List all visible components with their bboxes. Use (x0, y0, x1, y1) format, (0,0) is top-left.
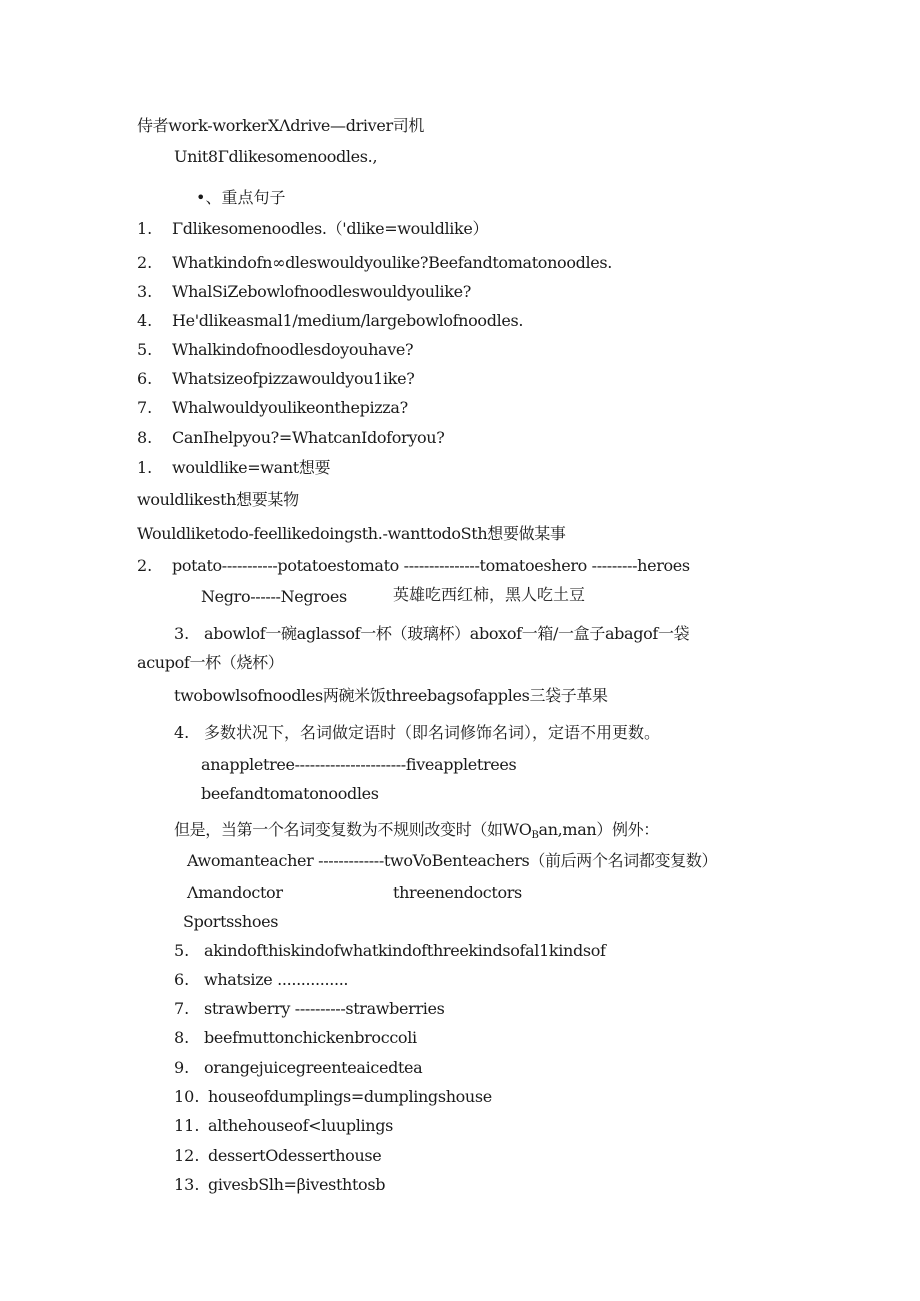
note-line: threenendoctors (393, 883, 522, 902)
note-line: Sportsshoes (183, 912, 279, 931)
note-item: strawberry ----------strawberries (204, 999, 445, 1018)
note-line: beefandtomatonoodles (201, 784, 379, 803)
item-number: 4. (174, 723, 190, 742)
item-number: 2. (137, 253, 153, 272)
note-item: houseofdumplings=dumplingshouse (208, 1087, 492, 1106)
note-line: Λmandoctor (187, 883, 283, 902)
item-number: 1. (137, 219, 153, 238)
note-line: acupof一杯（烧杯） (137, 653, 284, 672)
note-item: givesbSlh=βivesthtosb (208, 1175, 386, 1194)
item-number: 11. (174, 1116, 200, 1135)
item-number: 3. (137, 282, 153, 301)
note-line: Wouldliketodo-feellikedoingsth.-wanttodoSth想要做某事 (137, 524, 566, 543)
note-line: anappletree----------------------fiveappletrees (201, 755, 517, 774)
item-number: 6. (174, 970, 190, 989)
item-number: 7. (137, 398, 153, 417)
sentence-item: Whatkindofn∞dleswouldyoulike?Beefandtomatonoodles. (172, 253, 612, 272)
item-number: 5. (137, 340, 153, 359)
sentence-item: Whalwouldyoulikeonthepizza? (172, 398, 408, 417)
item-number: 12. (174, 1146, 200, 1165)
note-line: Awomanteacher -------------twoVoBenteachers（前后两个名词都变复数） (187, 851, 718, 870)
item-number: 6. (137, 369, 153, 388)
note-item: dessertOdesserthouse (208, 1146, 382, 1165)
item-number: 5. (174, 941, 190, 960)
sentence-item: CanIhelpyou?=WhatcanIdoforyou? (172, 428, 445, 447)
item-number: 13. (174, 1175, 200, 1194)
header-line: 侍者work-workerXΛdrive—driver司机 (137, 116, 425, 135)
note-line: 英雄吃西红柿，黑人吃土豆 (393, 585, 586, 604)
item-number: 4. (137, 311, 153, 330)
note-item: beefmuttonchickenbroccoli (204, 1028, 417, 1047)
sentence-item: WhalSiZebowlofnoodleswouldyoulike? (172, 282, 471, 301)
unit-title: Unit8Γdlikesomenoodles.‚ (174, 147, 378, 166)
sentence-item: Whalkindofnoodlesdoyouhave? (172, 340, 414, 359)
note-item: akindofthiskindofwhatkindofthreekindsofal1kindsof (204, 941, 606, 960)
note-item: potato-----------potatoestomato ---------------tomatoeshero ---------heroes (172, 556, 690, 575)
item-number: 1. (137, 458, 153, 477)
sentence-item: Γdlikesomenoodles.（'dlike=wouldlike） (172, 219, 489, 238)
item-number: 8. (174, 1028, 190, 1047)
note-item: whatsize ............... (204, 970, 349, 989)
note-item: wouldlike=want想要 (172, 458, 331, 477)
note-line: 但是，当第一个名词变复数为不规则改变时（如$WO_Ban,man$）例外： (174, 820, 659, 841)
item-number: 2. (137, 556, 153, 575)
item-number: 9. (174, 1058, 190, 1077)
note-item: abowlof一碗aglassof一杯（玻璃杯）aboxof一箱/一盒子abagof一袋 (204, 624, 690, 643)
sentence-item: He'dlikeasmal1/medium/largebowlofnoodles. (172, 311, 524, 330)
item-number: 8. (137, 428, 153, 447)
item-number: 7. (174, 999, 190, 1018)
section-heading: •、重点句子 (196, 188, 286, 207)
note-line: Negro------Negroes (201, 587, 347, 606)
note-line: twobowlsofnoodles两碗米饭threebagsofapples三袋子革果 (174, 686, 608, 705)
note-line: wouldlikesth想要某物 (137, 490, 299, 509)
item-number: 10. (174, 1087, 200, 1106)
note-item: althehouseof<luuplings (208, 1116, 394, 1135)
note-item: orangejuicegreenteaicedtea (204, 1058, 423, 1077)
sentence-item: Whatsizeofpizzawouldyou1ike? (172, 369, 415, 388)
item-number: 3. (174, 624, 190, 643)
note-item: 多数状况下，名词做定语时（即名词修饰名词），定语不用更数。 (204, 723, 661, 742)
